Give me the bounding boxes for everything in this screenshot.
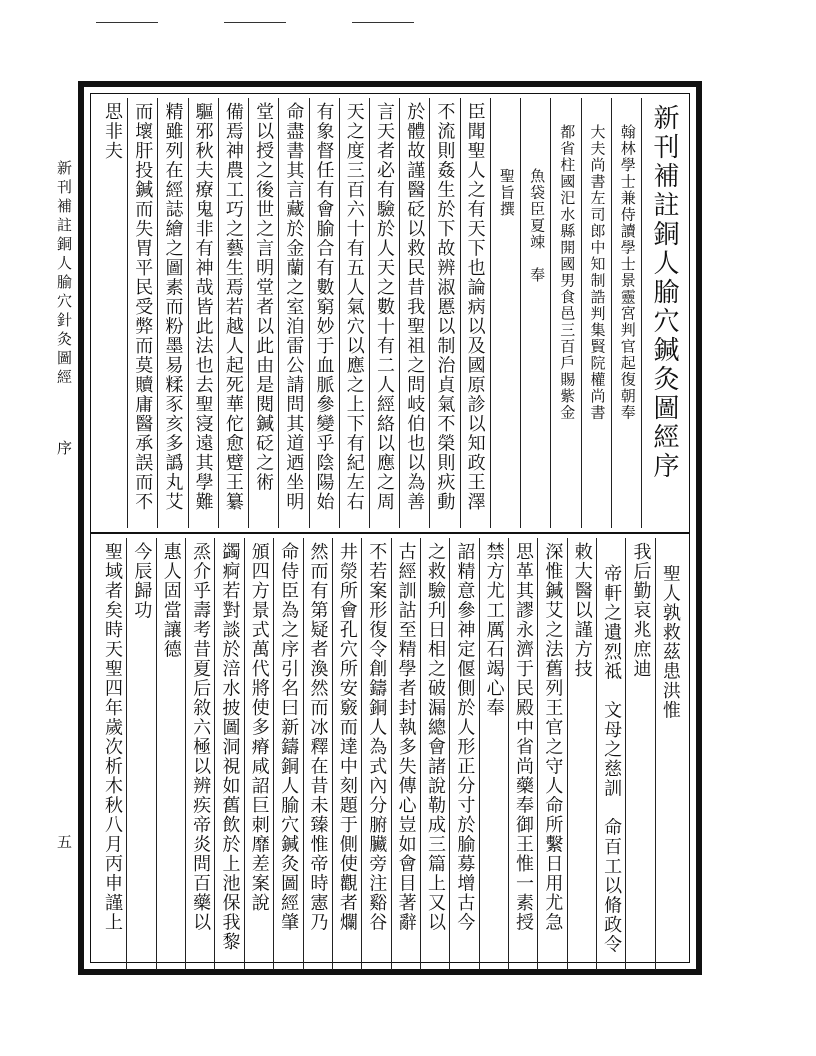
scan-mark-2: [224, 22, 286, 23]
upper-text-column: 聖旨撰: [490, 98, 518, 528]
text-block: [90, 93, 690, 963]
lower-text-column: 帝軒之遺烈祗 文母之慈訓 命百工以脩政令: [596, 538, 624, 970]
lower-text-column: 古經訓詁至精學者封執多失傳心豈如會目著辭: [391, 538, 419, 970]
upper-text-column: 不流則姦生於下故辨淑慝以制治貞氣不榮則疢動: [429, 98, 457, 528]
lower-text-column: 不若案形復令創鑄銅人為式內分腑臟旁注谿谷: [361, 538, 389, 970]
upper-text-column: 言天者必有驗於人天之數十有二人經絡以應之周: [369, 98, 397, 528]
upper-text-column: 堂以授之後世之言明堂者以此由是閱鍼砭之術: [248, 98, 276, 528]
scan-mark-1: [96, 22, 158, 23]
upper-text-column: 大夫尚書左司郎中知制誥判集賢院權尚書: [581, 98, 609, 528]
lower-text-column: 聖域者矣時天聖四年歲次析木秋八月丙申謹上: [102, 542, 123, 932]
upper-text-column: 魚袋臣夏竦 奉: [520, 98, 548, 528]
lower-text-column: 我后勤哀兆庶迪: [625, 538, 653, 970]
lower-text-column: 蠲痾若對談於涪水披圖洞視如舊飲於上池保我黎: [214, 538, 242, 970]
lower-text-column: 頒四方景式萬代將使多瘠咸詔巨刺靡差案說: [244, 538, 272, 970]
lower-text-column: 井滎所會孔穴所安竅而達中刻題于側使觀者爛: [332, 538, 360, 970]
page-number: 五: [55, 834, 73, 853]
fold-divider: [91, 532, 689, 534]
book-title-label: 新刊補註銅人腧穴針灸圖經: [55, 160, 73, 388]
lower-half-text: [91, 538, 689, 970]
lower-text-column: 今辰歸功: [126, 538, 154, 970]
lower-text-column: 惠人固當讓德: [156, 538, 184, 970]
lower-text-column: 禁方尤工厲石竭心奉: [479, 538, 507, 970]
upper-text-column: 天之度三百六十有五人氣穴以應之上下有紀左右: [339, 98, 367, 528]
upper-text-column: 思非夫: [102, 102, 123, 161]
lower-text-column: 思革其謬永濟于民殿中省尚藥奉御王惟一素授: [508, 538, 536, 970]
upper-text-column: 於體故謹醫砭以救民昔我聖祖之問岐伯也以為善: [399, 98, 427, 528]
lower-text-column: 然而有第疑者渙然而冰釋在昔未臻惟帝時憲乃: [303, 538, 331, 970]
upper-text-column: 備焉神農工巧之藝生焉若越人起死華佗愈躄王纂: [218, 98, 246, 528]
upper-text-column: 命盡書其言藏於金蘭之室洎雷公請問其道迺坐明: [278, 98, 306, 528]
upper-text-column: 新刊補註銅人腧穴鍼灸圖經序: [641, 98, 683, 528]
upper-half-text: [91, 98, 689, 528]
page-frame: [78, 81, 702, 975]
upper-text-column: 翰林學士兼侍讀學士景靈宮判官起復朝奉: [611, 98, 639, 528]
upper-text-column: 而壞肝投鍼而失胃平民受弊而莫贖庸醫承誤而不: [127, 98, 155, 528]
lower-text-column: 深惟鍼艾之法舊列王官之守人命所繫日用尤急: [537, 538, 565, 970]
upper-text-column: 臣聞聖人之有天下也論病以及國原診以知政王澤: [460, 98, 488, 528]
lower-text-column: 之救驗刋日相之破漏總會諸說勒成三篇上又以: [420, 538, 448, 970]
section-label: 序: [55, 440, 73, 459]
upper-text-column: 精雖列在經誌繪之圖素而粉墨易糅豕亥多譌丸艾: [157, 98, 185, 528]
upper-text-column: 驅邪秋夫療鬼非有神哉皆此法也去聖寖遠其學難: [188, 98, 216, 528]
upper-text-column: 都省柱國汜水縣開國男食邑三百戶賜紫金: [550, 98, 578, 528]
lower-text-column: 詔精意參神定偃側於人形正分寸於腧募增古今: [449, 538, 477, 970]
lower-text-column: 聖人孰救茲患洪惟: [655, 538, 683, 970]
upper-text-column: 有象督任有會腧合有數窮妙于血脈參變乎陰陽始: [309, 98, 337, 528]
scan-mark-3: [352, 22, 414, 23]
lower-text-column: 烝介乎壽考昔夏后敘六極以辨疾帝炎問百藥以: [185, 538, 213, 970]
lower-text-column: 命侍臣為之序引名曰新鑄銅人腧穴鍼灸圖經肇: [273, 538, 301, 970]
lower-text-column: 敕大醫以謹方技: [567, 538, 595, 970]
